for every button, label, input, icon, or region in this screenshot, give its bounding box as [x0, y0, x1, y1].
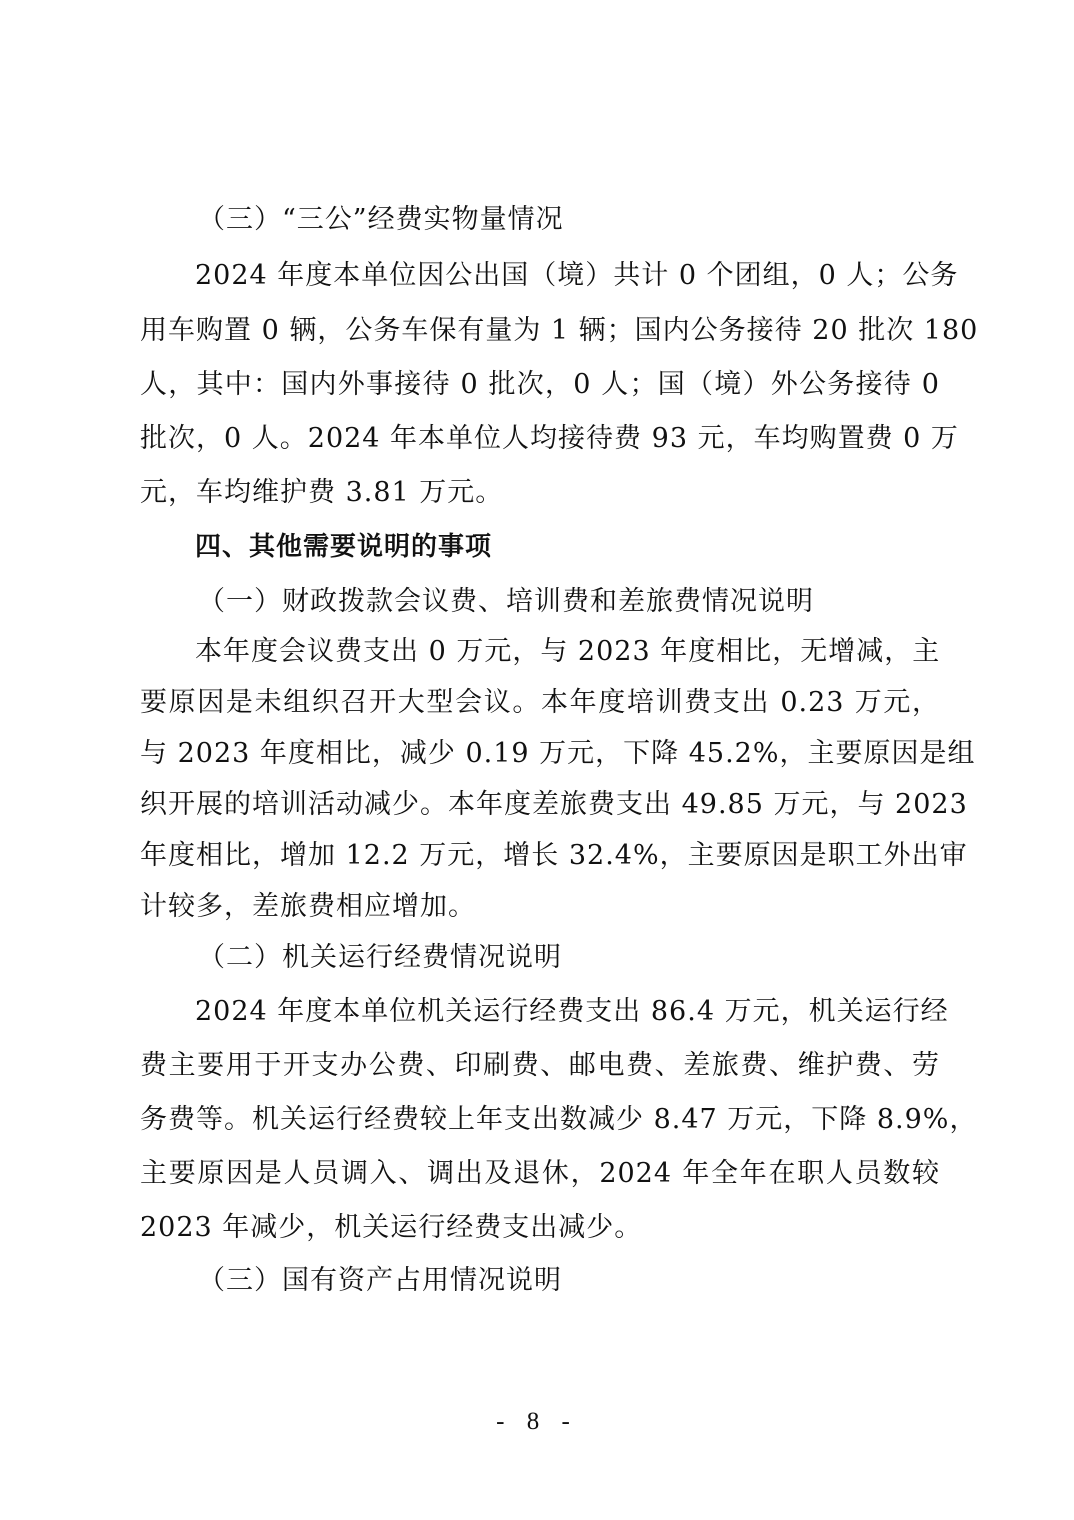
paragraph-line: 务费等。机关运行经费较上年支出数减少 8.47 万元，下降 8.9%，: [140, 1104, 978, 1135]
paragraph-line: 2024 年度本单位机关运行经费支出 86.4 万元，机关运行经: [195, 996, 949, 1027]
paragraph-line: 元，车均维护费 3.81 万元。: [140, 477, 504, 508]
paragraph-line: 费主要用于开支办公费、印刷费、邮电费、差旅费、维护费、劳: [140, 1050, 940, 1081]
paragraph-line: 人，其中：国内外事接待 0 批次，0 人；国（境）外公务接待 0: [140, 369, 940, 400]
paragraph-line: 主要原因是人员调入、调出及退休，2024 年全年在职人员数较: [140, 1158, 940, 1189]
section-heading-other-matters: 四、其他需要说明的事项: [195, 532, 493, 562]
paragraph-line: 2023 年减少，机关运行经费支出减少。: [140, 1212, 643, 1243]
subheading-meeting-training-travel: （一）财政拨款会议费、培训费和差旅费情况说明: [198, 586, 814, 617]
paragraph-line: 批次，0 人。2024 年本单位人均接待费 93 元，车均购置费 0 万: [140, 423, 959, 454]
paragraph-line: 织开展的培训活动减少。本年度差旅费支出 49.85 万元，与 2023: [140, 789, 968, 820]
paragraph-line: 计较多，差旅费相应增加。: [140, 891, 476, 922]
paragraph-line: 用车购置 0 辆，公务车保有量为 1 辆；国内公务接待 20 批次 180: [140, 315, 979, 346]
page-number: - 8 -: [496, 1408, 578, 1435]
paragraph-line: 与 2023 年度相比，减少 0.19 万元，下降 45.2%，主要原因是组: [140, 738, 976, 769]
paragraph-line: 年度相比，增加 12.2 万元，增长 32.4%，主要原因是职工外出审: [140, 840, 968, 871]
paragraph-line: 本年度会议费支出 0 万元，与 2023 年度相比，无增减，主: [195, 636, 941, 667]
paragraph-line: 要原因是未组织召开大型会议。本年度培训费支出 0.23 万元，: [140, 687, 940, 718]
paragraph-line: 2024 年度本单位因公出国（境）共计 0 个团组，0 人；公务: [195, 260, 959, 291]
subheading-agency-operating-costs: （二）机关运行经费情况说明: [198, 942, 562, 973]
subheading-three-public-physical: （三）“三公”经费实物量情况: [198, 204, 564, 235]
subheading-state-assets: （三）国有资产占用情况说明: [198, 1265, 562, 1296]
